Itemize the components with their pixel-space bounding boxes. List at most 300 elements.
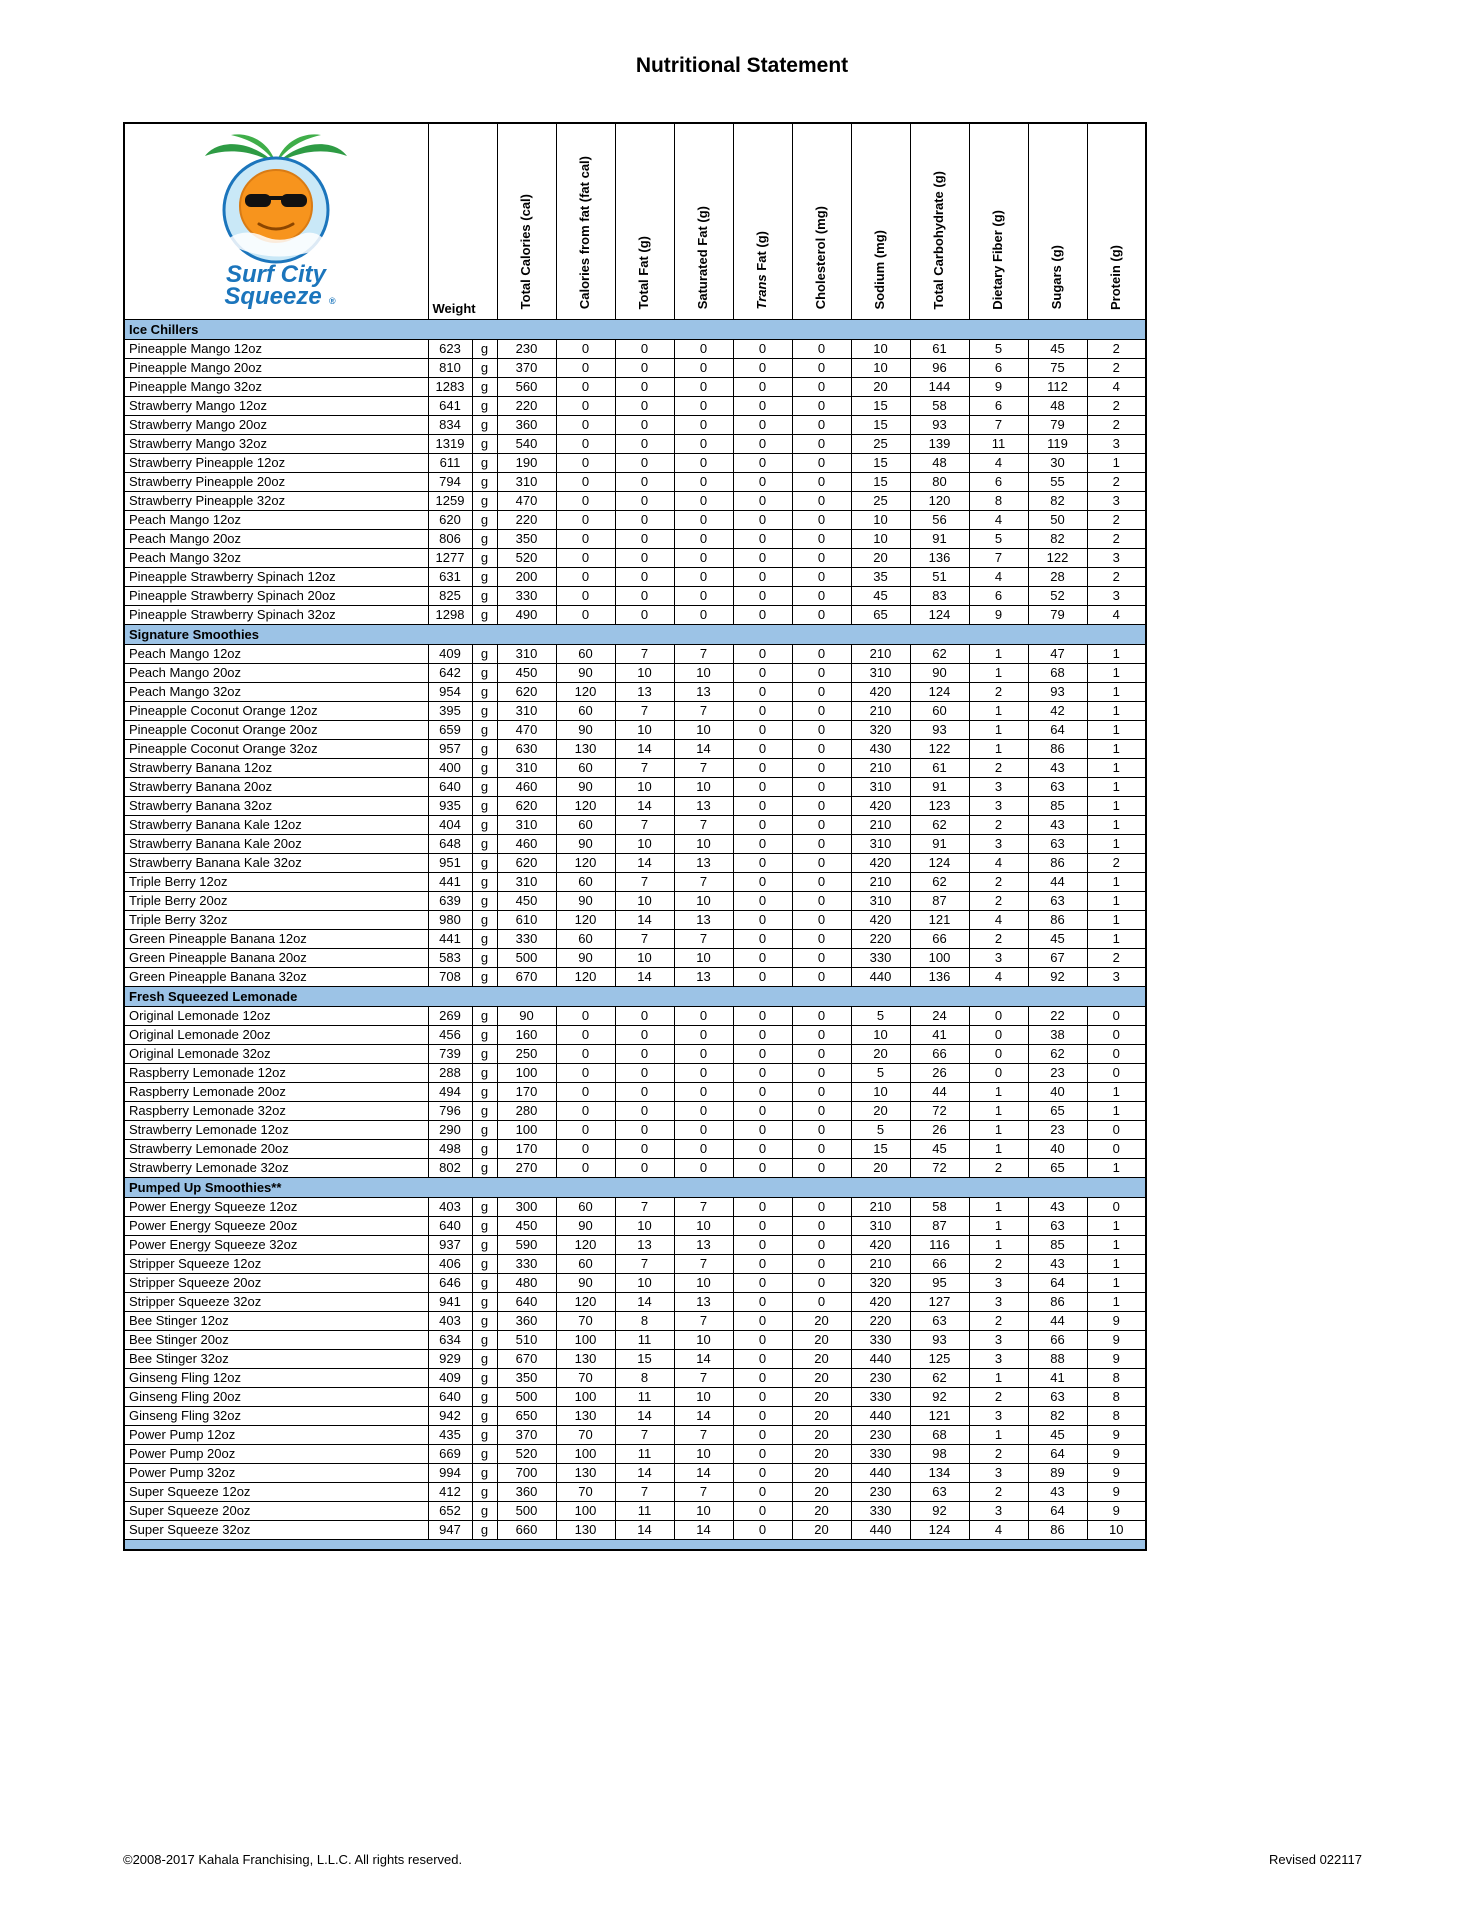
nutrient-value: 0 xyxy=(792,910,851,929)
nutrient-value: 44 xyxy=(1028,872,1087,891)
table-row xyxy=(124,1406,1146,1425)
weight-unit: g xyxy=(472,815,497,834)
item-name: Ginseng Fling 12oz xyxy=(124,1368,428,1387)
nutrient-value: 0 xyxy=(556,548,615,567)
nutrient-value: 0 xyxy=(792,929,851,948)
nutrient-value: 30 xyxy=(1028,453,1087,472)
nutrient-value: 310 xyxy=(497,758,556,777)
nutrient-value: 20 xyxy=(792,1330,851,1349)
weight-value: 290 xyxy=(428,1120,472,1139)
nutrient-value: 10 xyxy=(674,1216,733,1235)
nutrient-value: 20 xyxy=(792,1406,851,1425)
weight-unit: g xyxy=(472,644,497,663)
weight-unit: g xyxy=(472,548,497,567)
nutrient-value: 0 xyxy=(556,1025,615,1044)
nutrient-value: 6 xyxy=(969,472,1028,491)
table-row xyxy=(124,1463,1146,1482)
nutrient-value: 0 xyxy=(615,1082,674,1101)
nutrient-value: 0 xyxy=(556,1044,615,1063)
nutrient-value: 230 xyxy=(851,1482,910,1501)
nutrient-value: 330 xyxy=(851,1444,910,1463)
nutrient-value: 0 xyxy=(615,586,674,605)
nutrient-value: 0 xyxy=(792,758,851,777)
nutrient-value: 10 xyxy=(615,948,674,967)
nutrient-value: 85 xyxy=(1028,1235,1087,1254)
nutrient-value: 420 xyxy=(851,910,910,929)
nutrient-value: 9 xyxy=(1087,1425,1146,1444)
weight-value: 1283 xyxy=(428,377,472,396)
nutrient-value: 0 xyxy=(792,796,851,815)
nutrient-value: 7 xyxy=(615,758,674,777)
nutrient-value: 9 xyxy=(969,377,1028,396)
nutrient-value: 170 xyxy=(497,1082,556,1101)
nutrient-value: 0 xyxy=(733,1082,792,1101)
nutrient-value: 0 xyxy=(733,1216,792,1235)
nutrient-value: 8 xyxy=(969,491,1028,510)
nutrient-value: 10 xyxy=(1087,1520,1146,1539)
nutrient-value: 3 xyxy=(969,1501,1028,1520)
logo-text-line1: Surf City xyxy=(226,260,327,288)
item-name: Super Squeeze 32oz xyxy=(124,1520,428,1539)
nutrient-value: 7 xyxy=(674,1311,733,1330)
nutrient-value: 20 xyxy=(792,1349,851,1368)
nutrient-value: 3 xyxy=(969,777,1028,796)
weight-value: 941 xyxy=(428,1292,472,1311)
nutrient-value: 650 xyxy=(497,1406,556,1425)
section-title: Ice Chillers xyxy=(124,319,1146,339)
nutrient-value: 136 xyxy=(910,548,969,567)
item-name: Power Energy Squeeze 12oz xyxy=(124,1197,428,1216)
nutrient-value: 60 xyxy=(556,815,615,834)
nutrient-value: 48 xyxy=(910,453,969,472)
weight-value: 395 xyxy=(428,701,472,720)
nutrient-value: 4 xyxy=(969,853,1028,872)
nutrient-value: 11 xyxy=(615,1501,674,1520)
nutrient-value: 3 xyxy=(969,796,1028,815)
nutrient-value: 116 xyxy=(910,1235,969,1254)
section-header-row xyxy=(124,319,1146,339)
weight-value: 810 xyxy=(428,358,472,377)
nutrient-value: 210 xyxy=(851,815,910,834)
nutrient-value: 23 xyxy=(1028,1120,1087,1139)
nutrient-value: 66 xyxy=(910,1254,969,1273)
weight-unit: g xyxy=(472,358,497,377)
nutrient-value: 420 xyxy=(851,796,910,815)
nutrient-value: 220 xyxy=(851,1311,910,1330)
weight-unit: g xyxy=(472,1273,497,1292)
nutrient-value: 14 xyxy=(615,739,674,758)
nutrient-value: 0 xyxy=(792,815,851,834)
nutrient-value: 0 xyxy=(615,1139,674,1158)
nutrient-value: 10 xyxy=(851,339,910,358)
nutrient-value: 0 xyxy=(792,1235,851,1254)
nutrient-value: 10 xyxy=(851,1082,910,1101)
nutrient-value: 2 xyxy=(969,758,1028,777)
nutrient-value: 500 xyxy=(497,948,556,967)
nutrient-value: 91 xyxy=(910,777,969,796)
item-name: Strawberry Banana 32oz xyxy=(124,796,428,815)
item-name: Peach Mango 12oz xyxy=(124,510,428,529)
weight-value: 708 xyxy=(428,967,472,986)
nutrient-value: 310 xyxy=(497,644,556,663)
nutrient-value: 120 xyxy=(556,682,615,701)
nutrient-value: 0 xyxy=(792,1063,851,1082)
weight-value: 1298 xyxy=(428,605,472,624)
nutrient-value: 0 xyxy=(733,586,792,605)
nutrient-value: 0 xyxy=(792,1101,851,1120)
table-row xyxy=(124,453,1146,472)
nutrient-value: 120 xyxy=(910,491,969,510)
nutrient-value: 13 xyxy=(674,910,733,929)
nutrient-value: 14 xyxy=(674,1406,733,1425)
nutrient-value: 0 xyxy=(733,1330,792,1349)
nutrient-value: 119 xyxy=(1028,434,1087,453)
nutrient-value: 330 xyxy=(497,1254,556,1273)
item-name: Raspberry Lemonade 12oz xyxy=(124,1063,428,1082)
nutrient-value: 5 xyxy=(969,529,1028,548)
nutrient-value: 0 xyxy=(733,1273,792,1292)
weight-unit: g xyxy=(472,1292,497,1311)
nutrient-value: 0 xyxy=(556,491,615,510)
table-row xyxy=(124,605,1146,624)
weight-unit: g xyxy=(472,415,497,434)
table-row xyxy=(124,1311,1146,1330)
nutrient-value: 15 xyxy=(851,396,910,415)
nutrient-value: 14 xyxy=(674,739,733,758)
weight-value: 640 xyxy=(428,777,472,796)
table-row xyxy=(124,358,1146,377)
column-header: Total Calories (cal) xyxy=(497,123,556,319)
nutrient-value: 1 xyxy=(1087,453,1146,472)
nutrient-value: 420 xyxy=(851,853,910,872)
nutrient-value: 64 xyxy=(1028,720,1087,739)
nutrient-value: 68 xyxy=(1028,663,1087,682)
nutrient-value: 60 xyxy=(556,644,615,663)
nutrient-value: 100 xyxy=(556,1330,615,1349)
nutrient-value: 470 xyxy=(497,491,556,510)
nutrient-value: 1 xyxy=(969,1425,1028,1444)
nutrient-value: 7 xyxy=(969,548,1028,567)
nutrient-value: 2 xyxy=(969,682,1028,701)
nutrient-value: 7 xyxy=(674,929,733,948)
nutrient-value: 0 xyxy=(556,339,615,358)
nutrient-value: 0 xyxy=(615,453,674,472)
nutrient-value: 10 xyxy=(615,1273,674,1292)
item-name: Original Lemonade 32oz xyxy=(124,1044,428,1063)
item-name: Peach Mango 12oz xyxy=(124,644,428,663)
nutrient-value: 0 xyxy=(792,1197,851,1216)
nutrient-value: 2 xyxy=(969,929,1028,948)
nutrient-value: 0 xyxy=(733,529,792,548)
weight-unit: g xyxy=(472,472,497,491)
nutrient-value: 3 xyxy=(1087,967,1146,986)
nutrient-value: 70 xyxy=(556,1482,615,1501)
nutrient-value: 120 xyxy=(556,1292,615,1311)
nutrient-value: 127 xyxy=(910,1292,969,1311)
weight-unit: g xyxy=(472,1235,497,1254)
nutrient-value: 310 xyxy=(851,663,910,682)
nutrient-value: 0 xyxy=(733,1025,792,1044)
nutrient-value: 0 xyxy=(615,1006,674,1025)
weight-unit: g xyxy=(472,682,497,701)
weight-unit: g xyxy=(472,1063,497,1082)
weight-unit: g xyxy=(472,948,497,967)
nutrient-value: 120 xyxy=(556,910,615,929)
nutrient-value: 0 xyxy=(733,663,792,682)
nutrient-value: 13 xyxy=(674,1235,733,1254)
nutrient-value: 0 xyxy=(615,377,674,396)
weight-value: 641 xyxy=(428,396,472,415)
nutrient-value: 82 xyxy=(1028,1406,1087,1425)
nutrient-value: 7 xyxy=(969,415,1028,434)
nutrient-value: 11 xyxy=(615,1387,674,1406)
nutrient-value: 0 xyxy=(733,1063,792,1082)
item-name: Strawberry Pineapple 12oz xyxy=(124,453,428,472)
nutrient-value: 65 xyxy=(851,605,910,624)
nutrient-value: 90 xyxy=(556,1216,615,1235)
nutrient-value: 460 xyxy=(497,834,556,853)
nutrient-value: 0 xyxy=(733,491,792,510)
nutrient-value: 0 xyxy=(792,605,851,624)
nutrient-value: 64 xyxy=(1028,1273,1087,1292)
weight-unit: g xyxy=(472,1120,497,1139)
nutrient-value: 540 xyxy=(497,434,556,453)
nutrient-value: 310 xyxy=(497,472,556,491)
item-name: Pineapple Strawberry Spinach 12oz xyxy=(124,567,428,586)
nutrient-value: 68 xyxy=(910,1425,969,1444)
table-row xyxy=(124,472,1146,491)
nutrient-value: 0 xyxy=(792,1216,851,1235)
nutrient-value: 0 xyxy=(733,1235,792,1254)
item-name: Strawberry Banana 12oz xyxy=(124,758,428,777)
nutrient-value: 58 xyxy=(910,396,969,415)
nutrient-value: 44 xyxy=(910,1082,969,1101)
nutrient-value: 0 xyxy=(733,472,792,491)
item-name: Stripper Squeeze 20oz xyxy=(124,1273,428,1292)
nutrient-value: 75 xyxy=(1028,358,1087,377)
nutrient-value: 0 xyxy=(674,529,733,548)
nutrient-value: 7 xyxy=(615,1482,674,1501)
nutrient-value: 43 xyxy=(1028,758,1087,777)
weight-unit: g xyxy=(472,586,497,605)
nutrient-value: 1 xyxy=(1087,1235,1146,1254)
nutrient-value: 1 xyxy=(969,739,1028,758)
weight-unit: g xyxy=(472,1520,497,1539)
nutrient-value: 1 xyxy=(1087,815,1146,834)
table-row xyxy=(124,1368,1146,1387)
weight-value: 435 xyxy=(428,1425,472,1444)
weight-unit: g xyxy=(472,529,497,548)
nutrient-value: 10 xyxy=(674,663,733,682)
weight-unit: g xyxy=(472,605,497,624)
weight-value: 611 xyxy=(428,453,472,472)
weight-value: 1259 xyxy=(428,491,472,510)
item-name: Triple Berry 20oz xyxy=(124,891,428,910)
nutrient-value: 90 xyxy=(556,834,615,853)
nutrient-value: 0 xyxy=(674,1139,733,1158)
nutrient-value: 660 xyxy=(497,1520,556,1539)
item-name: Power Pump 32oz xyxy=(124,1463,428,1482)
nutrient-value: 4 xyxy=(1087,605,1146,624)
nutrient-value: 0 xyxy=(674,605,733,624)
nutrient-value: 38 xyxy=(1028,1025,1087,1044)
nutrient-value: 460 xyxy=(497,777,556,796)
nutrient-value: 92 xyxy=(1028,967,1087,986)
nutrient-value: 7 xyxy=(674,1254,733,1273)
nutrient-value: 0 xyxy=(674,396,733,415)
nutrient-value: 1 xyxy=(1087,910,1146,929)
weight-unit: g xyxy=(472,1349,497,1368)
weight-value: 494 xyxy=(428,1082,472,1101)
table-row xyxy=(124,548,1146,567)
weight-value: 1277 xyxy=(428,548,472,567)
item-name: Super Squeeze 20oz xyxy=(124,1501,428,1520)
weight-unit: g xyxy=(472,929,497,948)
nutrient-value: 0 xyxy=(733,853,792,872)
item-name: Strawberry Banana Kale 32oz xyxy=(124,853,428,872)
nutrient-value: 0 xyxy=(556,396,615,415)
nutrient-value: 0 xyxy=(1087,1120,1146,1139)
item-name: Pineapple Mango 32oz xyxy=(124,377,428,396)
weight-unit: g xyxy=(472,1139,497,1158)
nutrient-value: 2 xyxy=(969,1254,1028,1273)
nutrient-value: 0 xyxy=(733,682,792,701)
table-row xyxy=(124,1025,1146,1044)
nutrient-value: 0 xyxy=(615,567,674,586)
nutrient-value: 0 xyxy=(733,1463,792,1482)
nutrient-value: 60 xyxy=(556,1197,615,1216)
item-name: Green Pineapple Banana 12oz xyxy=(124,929,428,948)
nutrient-value: 23 xyxy=(1028,1063,1087,1082)
nutrient-value: 480 xyxy=(497,1273,556,1292)
nutrient-value: 0 xyxy=(556,1063,615,1082)
nutrient-value: 7 xyxy=(615,929,674,948)
nutrient-value: 7 xyxy=(615,644,674,663)
nutrient-value: 3 xyxy=(1087,434,1146,453)
weight-unit: g xyxy=(472,1444,497,1463)
table-row xyxy=(124,1120,1146,1139)
nutrient-value: 0 xyxy=(615,510,674,529)
nutrient-value: 0 xyxy=(792,472,851,491)
nutrient-value: 0 xyxy=(556,1082,615,1101)
nutrient-value: 122 xyxy=(910,739,969,758)
nutrient-value: 10 xyxy=(615,834,674,853)
nutrient-value: 25 xyxy=(851,434,910,453)
nutrient-value: 320 xyxy=(851,1273,910,1292)
nutrient-value: 7 xyxy=(674,872,733,891)
nutrient-value: 0 xyxy=(792,529,851,548)
nutrient-value: 0 xyxy=(674,510,733,529)
nutrient-value: 10 xyxy=(615,663,674,682)
nutrient-value: 0 xyxy=(733,1158,792,1177)
nutrient-value: 2 xyxy=(1087,396,1146,415)
nutrient-value: 4 xyxy=(969,1520,1028,1539)
nutrient-value: 45 xyxy=(1028,929,1087,948)
nutrient-value: 93 xyxy=(910,720,969,739)
weight-unit: g xyxy=(472,1006,497,1025)
item-name: Peach Mango 32oz xyxy=(124,548,428,567)
weight-unit: g xyxy=(472,967,497,986)
nutrient-value: 13 xyxy=(615,682,674,701)
nutrient-value: 0 xyxy=(733,967,792,986)
nutrient-value: 2 xyxy=(1087,948,1146,967)
nutrient-value: 0 xyxy=(674,567,733,586)
nutrient-value: 35 xyxy=(851,567,910,586)
nutrient-value: 0 xyxy=(792,948,851,967)
nutrient-value: 0 xyxy=(792,1139,851,1158)
table-row xyxy=(124,720,1146,739)
nutrient-value: 10 xyxy=(674,1501,733,1520)
table-row xyxy=(124,891,1146,910)
nutrient-value: 220 xyxy=(851,929,910,948)
nutrient-value: 9 xyxy=(1087,1501,1146,1520)
nutrient-value: 60 xyxy=(556,929,615,948)
nutrient-value: 10 xyxy=(851,1025,910,1044)
nutrient-value: 45 xyxy=(1028,339,1087,358)
nutrient-value: 124 xyxy=(910,605,969,624)
nutrient-value: 1 xyxy=(1087,872,1146,891)
nutrient-value: 330 xyxy=(851,1501,910,1520)
nutrient-value: 52 xyxy=(1028,586,1087,605)
table-row xyxy=(124,910,1146,929)
weight-value: 937 xyxy=(428,1235,472,1254)
nutrient-value: 14 xyxy=(615,1463,674,1482)
item-name: Pineapple Mango 12oz xyxy=(124,339,428,358)
nutrient-value: 100 xyxy=(556,1387,615,1406)
weight-unit: g xyxy=(472,396,497,415)
nutrient-value: 63 xyxy=(910,1311,969,1330)
weight-unit: g xyxy=(472,1101,497,1120)
nutrient-value: 1 xyxy=(969,701,1028,720)
nutrient-value: 13 xyxy=(615,1235,674,1254)
item-name: Super Squeeze 12oz xyxy=(124,1482,428,1501)
nutrient-value: 90 xyxy=(556,891,615,910)
table-row xyxy=(124,377,1146,396)
item-name: Power Energy Squeeze 20oz xyxy=(124,1216,428,1235)
nutrient-value: 67 xyxy=(1028,948,1087,967)
header-row xyxy=(124,123,1146,319)
nutrient-value: 200 xyxy=(497,567,556,586)
nutrient-value: 350 xyxy=(497,529,556,548)
nutrient-value: 1 xyxy=(1087,796,1146,815)
nutrient-value: 0 xyxy=(792,1006,851,1025)
item-name: Triple Berry 12oz xyxy=(124,872,428,891)
nutrient-value: 1 xyxy=(1087,1101,1146,1120)
nutrient-value: 0 xyxy=(792,377,851,396)
nutrient-value: 0 xyxy=(792,1025,851,1044)
nutrient-value: 20 xyxy=(792,1501,851,1520)
weight-unit: g xyxy=(472,434,497,453)
nutrient-value: 9 xyxy=(969,605,1028,624)
weight-value: 929 xyxy=(428,1349,472,1368)
nutrient-value: 62 xyxy=(910,815,969,834)
nutrient-value: 10 xyxy=(674,948,733,967)
nutrient-value: 0 xyxy=(792,834,851,853)
nutrient-value: 0 xyxy=(733,758,792,777)
surf-city-squeeze-logo xyxy=(181,130,371,310)
nutrient-value: 500 xyxy=(497,1501,556,1520)
nutrient-value: 91 xyxy=(910,529,969,548)
table-row xyxy=(124,1349,1146,1368)
nutrient-value: 0 xyxy=(733,358,792,377)
nutrient-value: 450 xyxy=(497,891,556,910)
nutrient-value: 9 xyxy=(1087,1330,1146,1349)
nutrient-value: 8 xyxy=(615,1368,674,1387)
item-name: Peach Mango 20oz xyxy=(124,529,428,548)
nutrient-value: 26 xyxy=(910,1063,969,1082)
nutrient-value: 14 xyxy=(674,1520,733,1539)
table-row xyxy=(124,1292,1146,1311)
